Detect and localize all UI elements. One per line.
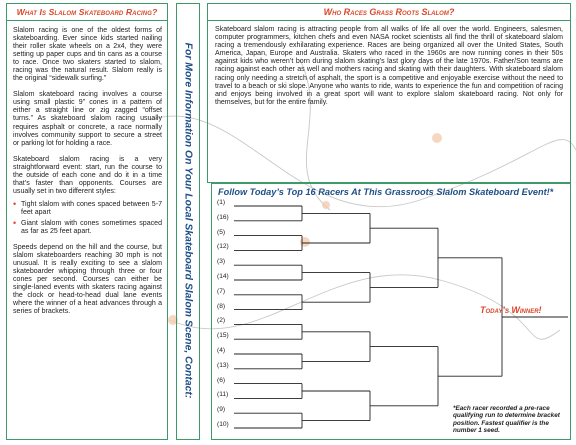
seed-label: (6)	[217, 376, 226, 384]
seed-label: (10)	[217, 421, 229, 428]
seed-label: (3)	[217, 258, 226, 266]
right-panel-heading: Who Races Grass Roots Slalom?	[208, 4, 570, 21]
contact-spine	[176, 3, 200, 440]
left-paragraph-2: Slalom skateboard racing involves a course using small plastic 9” cones in a pattern of either a straight line or zig zagged “offset turns.” As skateboard slalom racing usually requires asphalt or concrete, a race normally involves community support to secure a street or parking lot for holding a race.	[13, 91, 162, 147]
seed-label: (1)	[217, 199, 226, 206]
left-info-panel	[6, 3, 168, 440]
list-item: • Tight slalom with cones spaced between 5-7 feet apart	[13, 201, 162, 217]
course-style-list	[13, 201, 162, 236]
seed-label: (8)	[217, 302, 226, 310]
contact-spine-text: For More Information On Your Local Skateboard Slalom Scene, Contact:	[182, 42, 194, 398]
bracket-title: Follow Today’s Top 16 Racers At This Grassroots Slalom Skateboard Event!*	[218, 187, 554, 197]
bracket-panel	[211, 183, 571, 440]
bracket-footnote: *Each racer recorded a pre-race qualifying run to determine bracket position. Fastest qualifier is the number 1 seed.	[453, 405, 560, 434]
seed-label: (4)	[217, 347, 226, 354]
seed-label: (5)	[217, 228, 226, 236]
right-panel-body: Skateboard slalom racing is attracting people from all walks of life all over the world. Engineers, salesmen, computer programmers, kitchen chefs and even NASA rocket scientists all find the thrill of skateboard slalom racing a tremendously exhilarating experience. Races are being organized all over the United States, South America, Japan, Europe and Australia. Skaters who raced in the 1960s are now running cones in their 50s against kids who weren’t born during slalom skating’s last glory days of the late 1970s. Father/Son teams are racing against each other as well and mothers racing and skating with their daughters. With skateboard slalom racing only needing a stretch of asphalt, the sport is a competitive and enjoyable exercise without the need to travel to a beach or ski slope. Anyone who wants to ride, wants to experience the fun and competition of racing and enjoys being involved in a great sport will want to explore slalom skateboard racing. Not only for themselves, but for the entire family.	[215, 26, 563, 106]
left-paragraph-1: Slalom racing is one of the oldest forms of skateboarding. Ever since kids started nailing their roller skate wheels on a 2x4, they were setting up paper cups and tin cans as a course to race. Once two skaters started to slalom, racing was the natural result. Slalom really is the original “sidewalk surfing.”	[13, 27, 162, 83]
left-panel-heading: What Is Slalom Skateboard Racing?	[7, 4, 167, 21]
seed-label: (14)	[217, 273, 229, 280]
right-info-panel	[207, 3, 571, 183]
seed-label: (16)	[217, 213, 229, 221]
left-paragraph-closing: Speeds depend on the hill and the course, but slalom skateboarders reaching 30 mph is not unusual. It is really exciting to see a slalom skateboarder whipping through three or four cones per second. Courses can either be single-laned events with skaters racing against the clock or head-to-head dual lane events where the winner of a heat advances through a series of brackets.	[13, 244, 162, 316]
seed-label: (15)	[217, 332, 229, 340]
seed-label: (12)	[217, 243, 229, 251]
seed-label: (2)	[217, 317, 226, 325]
seed-label: (9)	[217, 406, 226, 414]
winner-label: Today’s Winner!	[480, 305, 542, 315]
left-panel-body	[7, 21, 167, 317]
seed-label: (11)	[217, 391, 229, 399]
seed-label: (13)	[217, 361, 229, 369]
list-item: • Giant slalom with cones sometimes spaced as far as 25 feet apart.	[13, 220, 162, 236]
seed-label: (7)	[217, 287, 226, 295]
left-paragraph-3: Skateboard slalom racing is a very straightforward event: start, run the course to the outside of each cone and do it in a time that’s faster than opponents. Courses are usually set in two different styles:	[13, 155, 162, 195]
